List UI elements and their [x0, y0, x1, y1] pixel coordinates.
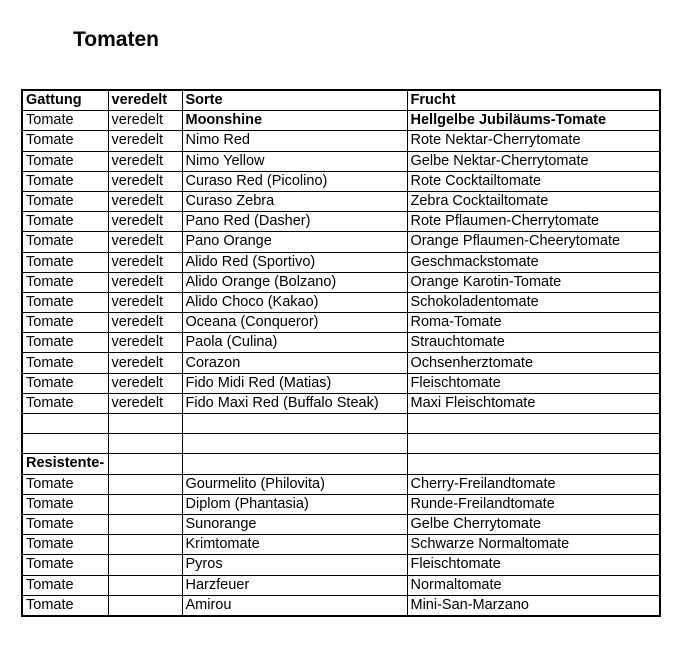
- cell-frucht: Normaltomate: [407, 575, 660, 595]
- cell-veredelt: veredelt: [108, 131, 182, 151]
- table-row: [22, 595, 660, 616]
- cell-sorte: Fido Maxi Red (Buffalo Steak): [182, 393, 407, 413]
- empty-cell: [108, 454, 182, 474]
- cell-veredelt: veredelt: [108, 212, 182, 232]
- cell-sorte: Pano Orange: [182, 232, 407, 252]
- cell-sorte: Pyros: [182, 555, 407, 575]
- cell-veredelt: [108, 535, 182, 555]
- table-row: [22, 212, 660, 232]
- cell-frucht: Geschmackstomate: [407, 252, 660, 272]
- cell-veredelt: [108, 494, 182, 514]
- cell-sorte: Pano Red (Dasher): [182, 212, 407, 232]
- cell-sorte: Paola (Culina): [182, 333, 407, 353]
- cell-sorte: Oceana (Conqueror): [182, 313, 407, 333]
- column-header-sorte: Sorte: [182, 90, 407, 111]
- column-header-gattung: Gattung: [22, 90, 108, 111]
- cell-sorte: Gourmelito (Philovita): [182, 474, 407, 494]
- cell-frucht: Fleischtomate: [407, 373, 660, 393]
- cell-sorte: Alido Choco (Kakao): [182, 292, 407, 312]
- cell-frucht: Gelbe Nektar-Cherrytomate: [407, 151, 660, 171]
- table-row: [22, 111, 660, 131]
- empty-cell: [108, 414, 182, 434]
- cell-veredelt: veredelt: [108, 191, 182, 211]
- cell-veredelt: veredelt: [108, 292, 182, 312]
- cell-gattung: Tomate: [22, 111, 108, 131]
- cell-gattung: Tomate: [22, 292, 108, 312]
- cell-sorte: Amirou: [182, 595, 407, 616]
- cell-sorte: Curaso Red (Picolino): [182, 171, 407, 191]
- empty-cell: [108, 434, 182, 454]
- cell-veredelt: [108, 595, 182, 616]
- cell-frucht: Maxi Fleischtomate: [407, 393, 660, 413]
- table-row: [22, 373, 660, 393]
- empty-cell: [407, 434, 660, 454]
- cell-sorte: Nimo Yellow: [182, 151, 407, 171]
- column-header-frucht: Frucht: [407, 90, 660, 111]
- cell-gattung: Tomate: [22, 272, 108, 292]
- empty-row: [22, 434, 660, 454]
- cell-gattung: Tomate: [22, 191, 108, 211]
- empty-cell: [182, 434, 407, 454]
- cell-sorte: Moonshine: [182, 111, 407, 131]
- cell-gattung: Tomate: [22, 212, 108, 232]
- table-row: [22, 191, 660, 211]
- cell-gattung: Tomate: [22, 535, 108, 555]
- cell-frucht: Rote Nektar-Cherrytomate: [407, 131, 660, 151]
- header-row: [22, 90, 660, 111]
- empty-cell: [182, 454, 407, 474]
- cell-sorte: Nimo Red: [182, 131, 407, 151]
- empty-row: [22, 414, 660, 434]
- cell-veredelt: veredelt: [108, 393, 182, 413]
- empty-cell: [182, 414, 407, 434]
- cell-veredelt: veredelt: [108, 353, 182, 373]
- cell-sorte: Krimtomate: [182, 535, 407, 555]
- column-header-veredelt: veredelt: [108, 90, 182, 111]
- cell-veredelt: veredelt: [108, 313, 182, 333]
- table-row: [22, 555, 660, 575]
- cell-frucht: Rote Cocktailtomate: [407, 171, 660, 191]
- cell-gattung: Tomate: [22, 575, 108, 595]
- cell-gattung: Tomate: [22, 232, 108, 252]
- cell-sorte: Alido Orange (Bolzano): [182, 272, 407, 292]
- table-row: [22, 494, 660, 514]
- empty-cell: [407, 414, 660, 434]
- cell-frucht: Gelbe Cherrytomate: [407, 514, 660, 534]
- table-row: [22, 313, 660, 333]
- table-row: [22, 252, 660, 272]
- empty-cell: [22, 414, 108, 434]
- table-row: [22, 272, 660, 292]
- cell-frucht: Strauchtomate: [407, 333, 660, 353]
- table-row: [22, 151, 660, 171]
- table-row: [22, 171, 660, 191]
- table-row: [22, 292, 660, 312]
- cell-gattung: Tomate: [22, 555, 108, 575]
- table-row: [22, 131, 660, 151]
- cell-veredelt: [108, 514, 182, 534]
- cell-sorte: Alido Red (Sportivo): [182, 252, 407, 272]
- cell-gattung: Tomate: [22, 131, 108, 151]
- cell-gattung: Tomate: [22, 393, 108, 413]
- cell-gattung: Tomate: [22, 514, 108, 534]
- cell-sorte: Harzfeuer: [182, 575, 407, 595]
- cell-gattung: Tomate: [22, 313, 108, 333]
- section-label: Resistente-: [22, 454, 108, 474]
- cell-veredelt: veredelt: [108, 151, 182, 171]
- table-row: [22, 393, 660, 413]
- cell-gattung: Tomate: [22, 252, 108, 272]
- cell-veredelt: veredelt: [108, 232, 182, 252]
- cell-veredelt: veredelt: [108, 333, 182, 353]
- empty-cell: [22, 434, 108, 454]
- cell-gattung: Tomate: [22, 151, 108, 171]
- empty-cell: [407, 454, 660, 474]
- tomato-table: [21, 89, 661, 617]
- cell-sorte: Fido Midi Red (Matias): [182, 373, 407, 393]
- cell-frucht: Schwarze Normaltomate: [407, 535, 660, 555]
- cell-sorte: Corazon: [182, 353, 407, 373]
- cell-frucht: Schokoladentomate: [407, 292, 660, 312]
- cell-frucht: Ochsenherztomate: [407, 353, 660, 373]
- cell-frucht: Orange Karotin-Tomate: [407, 272, 660, 292]
- cell-frucht: Cherry-Freilandtomate: [407, 474, 660, 494]
- cell-veredelt: [108, 555, 182, 575]
- cell-frucht: Hellgelbe Jubiläums-Tomate: [407, 111, 660, 131]
- cell-veredelt: veredelt: [108, 111, 182, 131]
- cell-frucht: Runde-Freilandtomate: [407, 494, 660, 514]
- cell-gattung: Tomate: [22, 171, 108, 191]
- cell-frucht: Roma-Tomate: [407, 313, 660, 333]
- cell-gattung: Tomate: [22, 373, 108, 393]
- cell-veredelt: veredelt: [108, 272, 182, 292]
- cell-sorte: Sunorange: [182, 514, 407, 534]
- table-row: [22, 514, 660, 534]
- cell-veredelt: veredelt: [108, 252, 182, 272]
- cell-veredelt: [108, 474, 182, 494]
- table-row: [22, 333, 660, 353]
- cell-gattung: Tomate: [22, 494, 108, 514]
- cell-frucht: Rote Pflaumen-Cherrytomate: [407, 212, 660, 232]
- cell-veredelt: veredelt: [108, 373, 182, 393]
- table-row: [22, 575, 660, 595]
- section-row-resistant: [22, 454, 660, 474]
- table-row: [22, 353, 660, 373]
- cell-frucht: Orange Pflaumen-Cheerytomate: [407, 232, 660, 252]
- cell-sorte: Curaso Zebra: [182, 191, 407, 211]
- cell-sorte: Diplom (Phantasia): [182, 494, 407, 514]
- cell-veredelt: veredelt: [108, 171, 182, 191]
- cell-gattung: Tomate: [22, 595, 108, 616]
- cell-gattung: Tomate: [22, 353, 108, 373]
- cell-veredelt: [108, 575, 182, 595]
- page-title: Tomaten: [73, 28, 159, 51]
- cell-gattung: Tomate: [22, 333, 108, 353]
- cell-frucht: Mini-San-Marzano: [407, 595, 660, 616]
- table-row: [22, 474, 660, 494]
- cell-gattung: Tomate: [22, 474, 108, 494]
- table-row: [22, 535, 660, 555]
- cell-frucht: Fleischtomate: [407, 555, 660, 575]
- cell-frucht: Zebra Cocktailtomate: [407, 191, 660, 211]
- table-body: [22, 90, 660, 616]
- table-row: [22, 232, 660, 252]
